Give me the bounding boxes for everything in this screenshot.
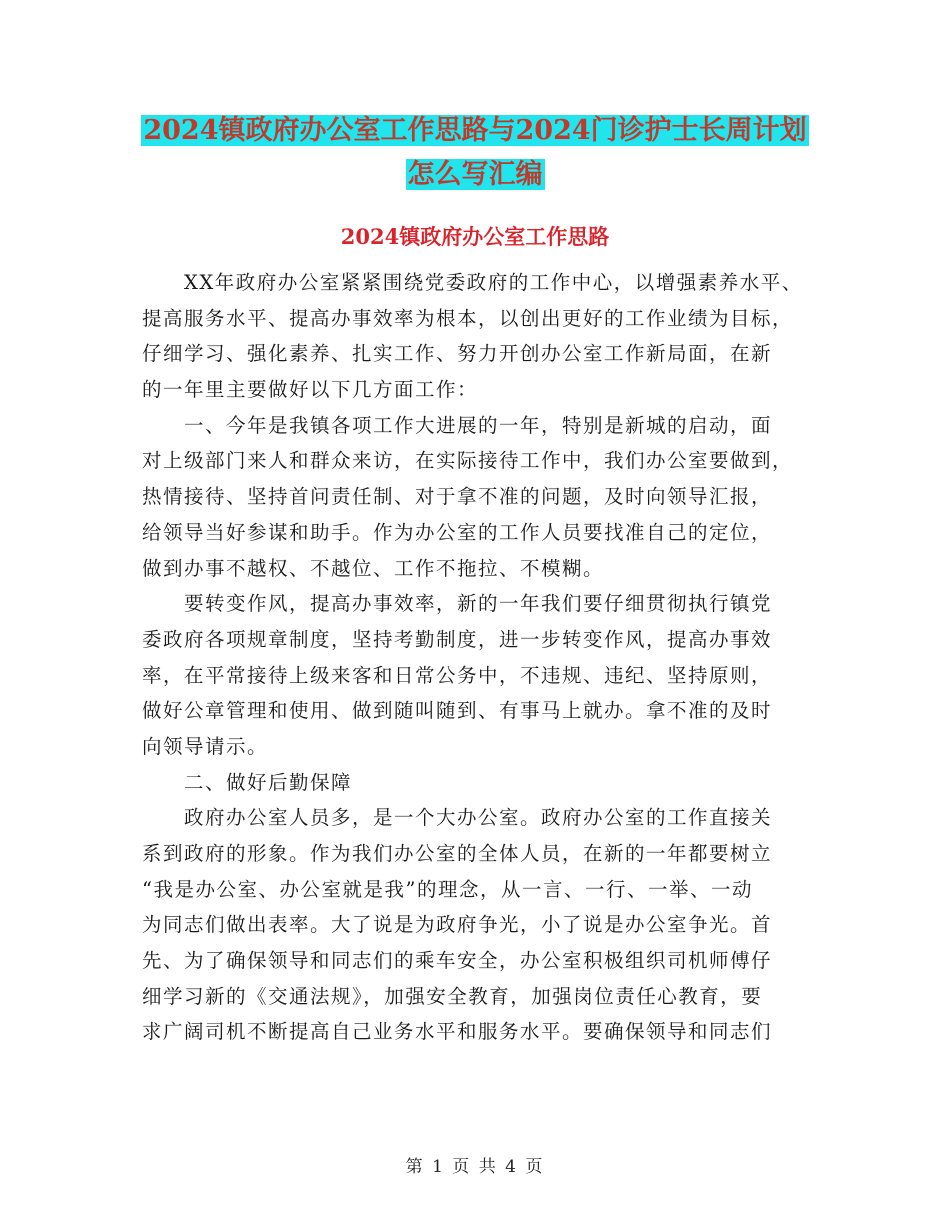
body-line: 委政府各项规章制度，坚持考勤制度，进一步转变作风，提高办事效: [142, 627, 773, 651]
body-line: 一、今年是我镇各项工作大进展的一年，特别是新城的启动，面: [142, 413, 773, 437]
page-footer: 第 1 页 共 4 页: [405, 1157, 545, 1177]
body-line: XX年政府办公室紧紧围绕党委政府的工作中心，以增强素养水平、: [142, 271, 803, 294]
body-text: [142, 265, 822, 1050]
body-line: 为同志们做出表率。大了说是为政府争光，小了说是办公室争光。首: [142, 913, 773, 937]
body-line: 要转变作风，提高办事效率，新的一年我们要仔细贯彻执行镇党: [142, 592, 773, 616]
body-line: 仔细学习、强化素养、扎实工作、努力开创办公室工作新局面，在新: [142, 342, 773, 366]
body-line: 做好公章管理和使用、做到随叫随到、有事马上就办。拿不准的及时: [142, 699, 773, 723]
body-line: 细学习新的《交通法规》，加强安全教育，加强岗位责任心教育，要: [142, 984, 763, 1008]
body-line: 政府办公室人员多，是一个大办公室。政府办公室的工作直接关: [142, 806, 773, 830]
body-line: 向领导请示。: [142, 734, 269, 758]
body-line: 对上级部门来人和群众来访，在实际接待工作中，我们办公室要做到，: [142, 449, 794, 473]
body-line: 给领导当好参谋和助手。作为办公室的工作人员要找准自己的定位，: [142, 520, 773, 544]
document-title-line-1: [0, 114, 950, 148]
body-line: 二、做好后勤保障: [142, 770, 353, 794]
document-title-text-1: 2024镇政府办公室工作思路与2024门诊护士长周计划: [143, 115, 807, 146]
document-title-text-2: 怎么写汇编: [407, 159, 543, 190]
body-line: 的一年里主要做好以下几方面工作：: [142, 378, 479, 402]
body-line: “我是办公室、办公室就是我”的理念，从一言、一行、一举、一动: [142, 877, 753, 901]
section-heading: 2024镇政府办公室工作思路: [340, 224, 610, 249]
body-line: 求广阔司机不断提高自己业务水平和服务水平。要确保领导和同志们: [142, 1020, 773, 1044]
body-line: 系到政府的形象。作为我们办公室的全体人员，在新的一年都要树立: [142, 842, 773, 865]
body-line: 做到办事不越权、不越位、工作不拖拉、不模糊。: [142, 556, 605, 580]
body-line: 率，在平常接待上级来客和日常公务中，不违规、违纪、坚持原则，: [142, 663, 773, 687]
body-line: 热情接待、坚持首问责任制、对于拿不准的问题，及时向领导汇报，: [142, 485, 773, 509]
document-title-line-2: [0, 158, 950, 192]
body-line: 提高服务水平、提高办事效率为根本，以创出更好的工作业绩为目标，: [142, 306, 794, 330]
body-line: 先、为了确保领导和同志们的乘车安全，办公室积极组织司机师傅仔: [142, 949, 773, 973]
